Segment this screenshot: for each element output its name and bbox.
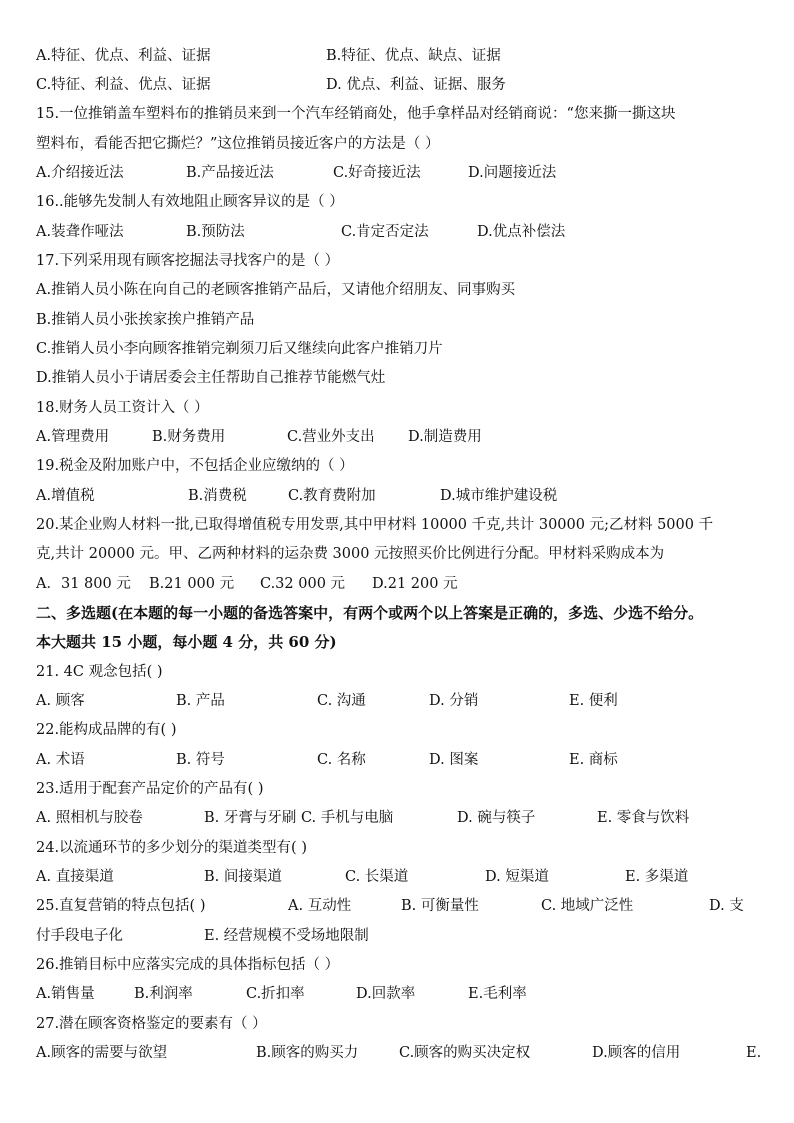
q16-option-a: A.装聋作哑法 <box>36 224 124 240</box>
q20-option-c: C.32 000 元 <box>260 576 346 592</box>
q17-option-b: B.推销人员小张挨家挨户推销产品 <box>36 312 255 328</box>
q27-stem: 27.潜在顾客资格鉴定的要素有（ ） <box>36 1016 267 1032</box>
q20-stem-line1: 20.某企业购人材料一批,已取得增值税专用发票,其中甲材料 10000 千克,共计 30000 元;乙材料 5000 千 <box>36 517 714 533</box>
q21-option-c: C. 沟通 <box>317 693 366 709</box>
q19-option-d: D.城市维护建设税 <box>440 488 558 504</box>
q22-options <box>36 748 766 772</box>
q27-option-a: A.顾客的需要与欲望 <box>36 1045 168 1061</box>
q27-options <box>36 1041 766 1065</box>
q24-option-d: D. 短渠道 <box>485 869 549 885</box>
q20-option-b: B.21 000 元 <box>149 576 235 592</box>
q27-option-b: B.顾客的购买力 <box>256 1045 359 1061</box>
q14-option-d: D. 优点、利益、证据、服务 <box>326 77 506 93</box>
q24-option-b: B. 间接渠道 <box>204 869 282 885</box>
q24-option-e: E. 多渠道 <box>625 869 689 885</box>
q26-options <box>36 982 766 1006</box>
q26-option-c: C.折扣率 <box>246 986 305 1002</box>
q19-option-b: B.消费税 <box>188 488 247 504</box>
q21-option-d: D. 分销 <box>429 693 479 709</box>
q25-line2 <box>36 924 766 948</box>
q25-option-d-part1: D. 支 <box>709 898 744 914</box>
q20-option-a: A．31 800 元 <box>36 576 131 592</box>
q25-option-c: C. 地域广泛性 <box>541 898 634 914</box>
q22-option-a: A. 术语 <box>36 752 85 768</box>
q21-option-b: B. 产品 <box>176 693 225 709</box>
q14-options-row1 <box>36 44 766 68</box>
q22-option-d: D. 图案 <box>429 752 479 768</box>
q15-option-b: B.产品接近法 <box>186 165 274 181</box>
q17-stem: 17.下列采用现有顾客挖掘法寻找客户的是（ ） <box>36 253 340 269</box>
q23-option-d: D. 碗与筷子 <box>457 810 536 826</box>
q23-option-a: A. 照相机与胶卷 <box>36 810 143 826</box>
section2-heading-line1: 二、多选题(在本题的每一小题的备选答案中，有两个或两个以上答案是正确的，多选、少选不给分。 <box>36 604 704 622</box>
q14-option-c: C.特征、利益、优点、证据 <box>36 77 211 93</box>
q14-option-b: B.特征、优点、缺点、证据 <box>326 48 501 64</box>
q15-option-a: A.介绍接近法 <box>36 165 124 181</box>
q21-options <box>36 689 766 713</box>
q16-stem: 16..能够先发制人有效地阻止顾客异议的是（ ） <box>36 194 344 210</box>
q19-option-c: C.教育费附加 <box>288 488 376 504</box>
q21-option-e: E. 便利 <box>569 693 618 709</box>
q25-option-a: A. 互动性 <box>288 898 352 914</box>
q25-stem: 25.直复营销的特点包括( ) <box>36 898 206 914</box>
q14-options-row2 <box>36 73 766 97</box>
q25-line1 <box>36 894 766 918</box>
q18-options <box>36 425 766 449</box>
q24-option-c: C. 长渠道 <box>345 869 409 885</box>
q22-option-c: C. 名称 <box>317 752 366 768</box>
q18-option-c: C.营业外支出 <box>287 429 375 445</box>
q22-option-e: E. 商标 <box>569 752 618 768</box>
q23-option-b-c: B. 牙膏与牙刷 C. 手机与电脑 <box>204 810 394 826</box>
q15-option-d: D.问题接近法 <box>468 165 557 181</box>
q21-stem: 21. 4C 观念包括( ) <box>36 664 163 680</box>
q15-option-c: C.好奇接近法 <box>333 165 421 181</box>
q23-stem: 23.适用于配套产品定价的产品有( ) <box>36 781 264 797</box>
q17-option-d: D.推销人员小于请居委会主任帮助自己推荐节能燃气灶 <box>36 370 386 386</box>
q19-options <box>36 484 766 508</box>
q25-option-d-part2: 付手段电子化 <box>36 928 123 944</box>
q15-stem-line1: 15.一位推销盖车塑料布的推销员来到一个汽车经销商处，他手拿样品对经销商说：“您来撕一撕这块 <box>36 106 676 122</box>
q15-stem-line2: 塑料布，看能否把它撕烂？”这位推销员接近客户的方法是（ ） <box>36 136 440 152</box>
q21-option-a: A. 顾客 <box>36 693 85 709</box>
q23-options <box>36 806 766 830</box>
q17-option-a: A.推销人员小陈在向自己的老顾客推销产品后，又请他介绍朋友、同事购买 <box>36 282 516 298</box>
q19-option-a: A.增值税 <box>36 488 95 504</box>
q18-option-a: A.管理费用 <box>36 429 110 445</box>
q16-option-b: B.预防法 <box>186 224 245 240</box>
q16-option-c: C.肯定否定法 <box>341 224 429 240</box>
q25-option-e: E. 经营规模不受场地限制 <box>204 928 369 944</box>
q26-option-e: E.毛利率 <box>468 986 527 1002</box>
q22-option-b: B. 符号 <box>176 752 225 768</box>
q15-options <box>36 161 766 185</box>
q20-options <box>36 572 766 596</box>
q26-option-a: A.销售量 <box>36 986 95 1002</box>
q22-stem: 22.能构成品牌的有( ) <box>36 722 177 738</box>
q20-stem-line2: 克,共计 20000 元。甲、乙两种材料的运杂费 3000 元按照买价比例进行分配。甲材料采购成本为 <box>36 546 665 562</box>
q27-option-d: D.顾客的信用 <box>592 1045 681 1061</box>
q24-option-a: A. 直接渠道 <box>36 869 114 885</box>
q17-option-c: C.推销人员小李向顾客推销完剃须刀后又继续向此客户推销刀片 <box>36 341 443 357</box>
q26-stem: 26.推销目标中应落实完成的具体指标包括（ ） <box>36 957 340 973</box>
q16-option-d: D.优点补偿法 <box>477 224 566 240</box>
q27-option-e: E. <box>746 1045 762 1061</box>
q27-option-c: C.顾客的购买决定权 <box>399 1045 531 1061</box>
q26-option-d: D.回款率 <box>356 986 416 1002</box>
q24-options <box>36 865 766 889</box>
q25-option-b: B. 可衡量性 <box>401 898 479 914</box>
q26-option-b: B.利润率 <box>134 986 193 1002</box>
q18-option-d: D.制造费用 <box>408 429 482 445</box>
q24-stem: 24.以流通环节的多少划分的渠道类型有( ) <box>36 840 307 856</box>
q16-options <box>36 220 766 244</box>
q18-option-b: B.财务费用 <box>152 429 226 445</box>
q19-stem: 19.税金及附加账户中，不包括企业应缴纳的（ ） <box>36 458 354 474</box>
section2-heading-line2: 本大题共 15 小题，每小题 4 分，共 60 分) <box>36 633 337 651</box>
q14-option-a: A.特征、优点、利益、证据 <box>36 48 211 64</box>
q18-stem: 18.财务人员工资计入（ ） <box>36 400 209 416</box>
q20-option-d: D.21 200 元 <box>372 576 458 592</box>
q23-option-e: E. 零食与饮料 <box>597 810 690 826</box>
